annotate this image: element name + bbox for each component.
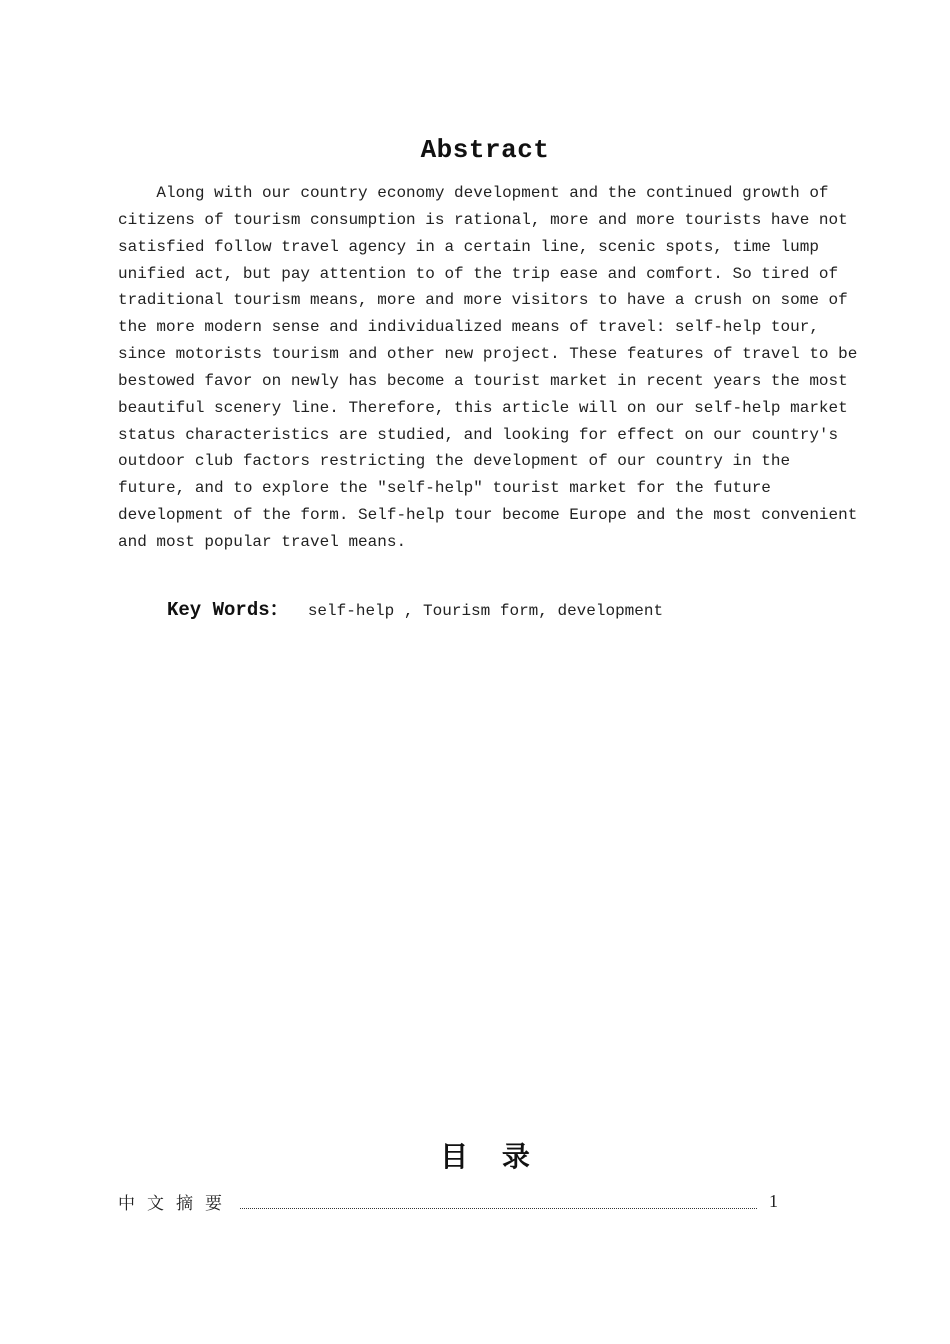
toc-dot-leader [240, 1208, 757, 1209]
toc-entry-label: 中文摘要 [118, 1193, 234, 1214]
abstract-line: citizens of tourism consumption is rational, more and more tourists have not [118, 210, 848, 229]
toc-entry[interactable] [118, 1186, 778, 1216]
abstract-line: Along with our country economy development and the continued growth of [118, 184, 829, 202]
toc-title: 目 录 [440, 1140, 530, 1173]
toc-entry-page: 1 [769, 1190, 778, 1211]
abstract-line: traditional tourism means, more and more visitors to have a crush on some of [118, 291, 848, 310]
abstract-line: unified act, but pay attention to of the trip ease and comfort. So tired of [118, 264, 839, 283]
abstract-line: beautiful scenery line. Therefore, this article will on our self-help market [118, 398, 848, 417]
keywords-label: Key Words： [167, 599, 289, 621]
abstract-body [118, 180, 858, 556]
abstract-line: future, and to explore the "self-help" tourist market for the future [118, 479, 771, 498]
abstract-line: and most popular travel means. [118, 532, 407, 551]
abstract-line: bestowed favor on newly has become a tourist market in recent years the most [118, 371, 848, 390]
abstract-line: satisfied follow travel agency in a certain line, scenic spots, time lump [118, 237, 819, 256]
abstract-line: the more modern sense and individualized means of travel: self-help tour, [118, 318, 819, 337]
keywords-line [167, 596, 663, 625]
abstract-line: outdoor club factors restricting the development of our country in the [118, 452, 791, 471]
abstract-line: development of the form. Self-help tour become Europe and the most convenient [118, 506, 858, 525]
keywords-value: self-help , Tourism form, development [288, 602, 664, 620]
abstract-line: since motorists tourism and other new project. These features of travel to be [118, 345, 858, 364]
abstract-title: Abstract [420, 135, 550, 165]
abstract-line: status characteristics are studied, and looking for effect on our country's [118, 425, 839, 444]
